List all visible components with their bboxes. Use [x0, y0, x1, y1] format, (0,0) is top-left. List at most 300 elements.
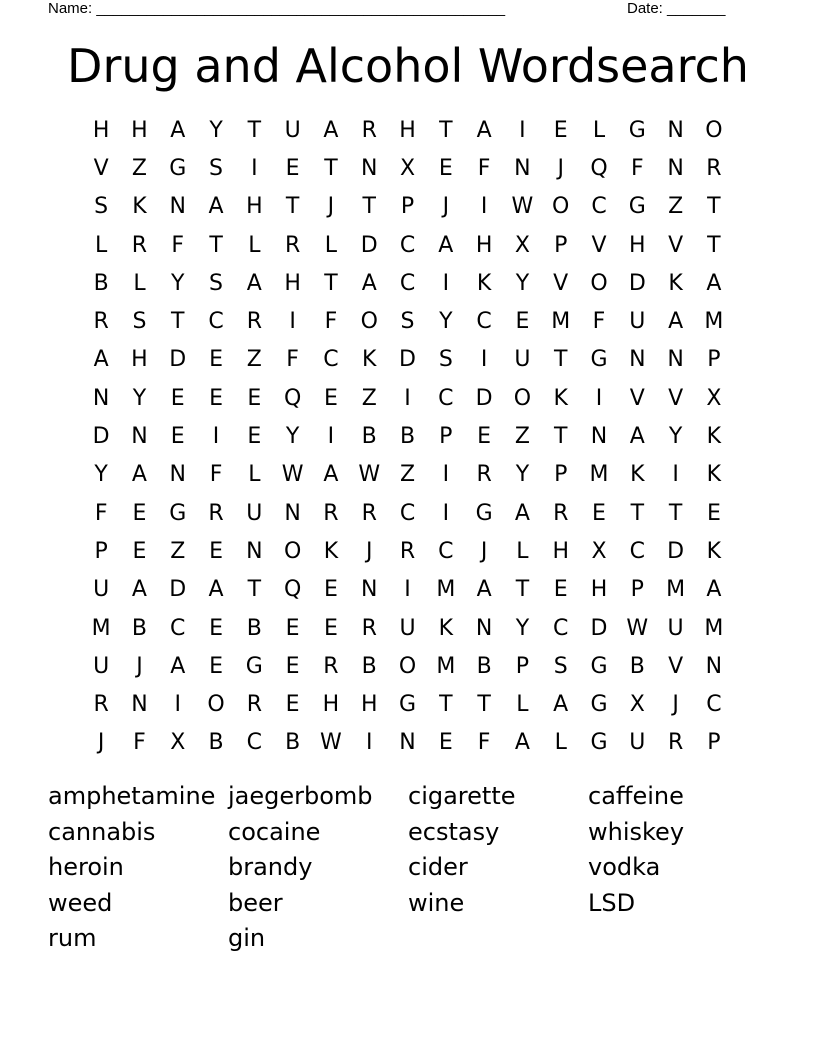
grid-letter[interactable]: U [284, 117, 301, 143]
grid-letter[interactable]: C [399, 232, 416, 258]
grid-letter[interactable]: E [438, 155, 453, 181]
grid-letter[interactable]: T [171, 309, 185, 335]
grid-letter[interactable]: D [169, 347, 187, 373]
grid-letter[interactable]: E [209, 538, 223, 564]
grid-letter[interactable]: Z [399, 462, 416, 488]
grid-letter[interactable]: A [629, 424, 645, 450]
grid-letter[interactable]: E [209, 615, 223, 641]
grid-letter[interactable]: A [208, 577, 224, 603]
grid-letter[interactable]: A [438, 232, 454, 258]
grid-letter[interactable]: E [706, 500, 721, 526]
grid-letter[interactable]: O [552, 194, 570, 220]
grid-letter[interactable]: C [323, 347, 339, 373]
grid-letter[interactable]: I [404, 577, 411, 603]
grid-letter[interactable]: I [672, 462, 679, 488]
grid-letter[interactable]: U [629, 730, 646, 756]
grid-letter[interactable]: K [553, 385, 568, 411]
grid-letter[interactable]: B [399, 424, 416, 450]
grid-letter[interactable]: L [554, 730, 567, 756]
grid-letter[interactable]: I [595, 385, 603, 411]
grid-letter[interactable]: A [476, 577, 492, 603]
grid-letter[interactable]: R [553, 500, 569, 526]
grid-letter[interactable]: Y [439, 309, 453, 335]
name-field-line[interactable]: Name: _________________________________________________ [48, 0, 506, 17]
grid-letter[interactable]: J [97, 730, 105, 756]
grid-letter[interactable]: E [132, 500, 147, 526]
grid-letter[interactable]: J [136, 653, 143, 679]
grid-letter[interactable]: L [324, 232, 338, 258]
grid-letter[interactable]: J [672, 692, 679, 718]
grid-letter[interactable]: N [399, 730, 416, 756]
grid-letter[interactable]: N [360, 155, 378, 181]
grid-letter[interactable]: V [668, 385, 684, 411]
grid-letter[interactable]: E [170, 385, 185, 411]
grid-letter[interactable]: E [209, 385, 223, 411]
grid-letter[interactable]: D [667, 538, 685, 564]
grid-letter[interactable]: K [706, 424, 722, 450]
grid-letter[interactable]: T [630, 500, 645, 526]
grid-letter[interactable]: Y [171, 270, 185, 296]
grid-letter[interactable]: H [360, 692, 378, 718]
grid-letter[interactable]: C [438, 385, 454, 411]
grid-letter[interactable]: G [169, 500, 187, 526]
grid-letter[interactable]: A [131, 462, 147, 488]
grid-letter[interactable]: H [131, 347, 148, 373]
grid-letter[interactable]: N [590, 424, 608, 450]
grid-letter[interactable]: T [285, 194, 300, 220]
grid-letter[interactable]: R [361, 500, 377, 526]
grid-letter[interactable]: R [208, 500, 224, 526]
grid-letter[interactable]: N [169, 462, 186, 488]
grid-letter[interactable]: G [245, 653, 263, 679]
grid-letter[interactable]: U [246, 500, 263, 526]
grid-letter[interactable]: H [399, 117, 416, 143]
grid-letter[interactable]: E [477, 424, 492, 450]
grid-letter[interactable]: D [360, 232, 378, 258]
grid-letter[interactable]: N [667, 155, 684, 181]
grid-letter[interactable]: D [628, 270, 646, 296]
grid-letter[interactable]: K [132, 194, 147, 220]
grid-letter[interactable]: B [285, 730, 301, 756]
grid-letter[interactable]: E [285, 692, 300, 718]
grid-letter[interactable]: W [626, 615, 649, 641]
grid-letter[interactable]: H [92, 117, 110, 143]
grid-letter[interactable]: S [94, 194, 109, 220]
grid-letter[interactable]: G [590, 730, 608, 756]
grid-letter[interactable]: P [630, 577, 644, 603]
grid-letter[interactable]: A [361, 270, 377, 296]
grid-letter[interactable]: R [361, 117, 377, 143]
grid-letter[interactable]: J [365, 538, 373, 564]
grid-letter[interactable]: V [668, 232, 684, 258]
grid-letter[interactable]: H [284, 270, 301, 296]
grid-letter[interactable]: E [209, 347, 223, 373]
grid-letter[interactable]: R [93, 692, 109, 718]
grid-letter[interactable]: F [630, 155, 644, 181]
grid-letter[interactable]: D [169, 577, 187, 603]
grid-letter[interactable]: G [590, 653, 608, 679]
grid-letter[interactable]: Z [361, 385, 377, 411]
grid-letter[interactable]: P [94, 538, 108, 564]
grid-letter[interactable]: P [707, 730, 721, 756]
grid-letter[interactable]: B [629, 653, 645, 679]
grid-letter[interactable]: S [132, 309, 147, 335]
grid-letter[interactable]: B [131, 615, 147, 641]
grid-letter[interactable]: E [323, 385, 338, 411]
grid-letter[interactable]: S [438, 347, 453, 373]
grid-letter[interactable]: Y [94, 462, 108, 488]
grid-letter[interactable]: X [706, 385, 722, 411]
grid-letter[interactable]: C [706, 692, 722, 718]
grid-letter[interactable]: N [667, 347, 684, 373]
grid-letter[interactable]: T [707, 232, 721, 258]
grid-letter[interactable]: C [246, 730, 263, 756]
grid-letter[interactable]: T [209, 232, 223, 258]
grid-letter[interactable]: L [516, 538, 529, 564]
grid-letter[interactable]: Y [132, 385, 147, 411]
grid-letter[interactable]: U [514, 347, 531, 373]
grid-letter[interactable]: C [399, 500, 416, 526]
grid-letter[interactable]: L [592, 117, 606, 143]
grid-letter[interactable]: R [323, 653, 339, 679]
grid-letter[interactable]: K [706, 538, 722, 564]
grid-letter[interactable]: M [436, 577, 456, 603]
grid-letter[interactable]: C [591, 194, 607, 220]
grid-letter[interactable]: O [360, 309, 378, 335]
grid-letter[interactable]: A [246, 270, 262, 296]
grid-letter[interactable]: T [247, 577, 262, 603]
grid-letter[interactable]: K [438, 615, 454, 641]
grid-letter[interactable]: M [704, 309, 724, 335]
grid-letter[interactable]: R [323, 500, 339, 526]
grid-letter[interactable]: E [592, 500, 606, 526]
grid-letter[interactable]: Q [283, 577, 302, 603]
grid-letter[interactable]: F [133, 730, 146, 756]
grid-letter[interactable]: H [552, 538, 569, 564]
grid-letter[interactable]: V [553, 270, 569, 296]
grid-letter[interactable]: R [361, 615, 377, 641]
grid-letter[interactable]: H [629, 232, 646, 258]
grid-letter[interactable]: U [93, 577, 110, 603]
grid-letter[interactable]: B [361, 424, 377, 450]
grid-letter[interactable]: E [323, 615, 338, 641]
grid-letter[interactable]: J [327, 194, 335, 220]
word-list-item: wine [408, 888, 465, 917]
grid-letter[interactable]: T [553, 347, 568, 373]
grid-letter[interactable]: K [630, 462, 645, 488]
grid-letter[interactable]: I [442, 500, 450, 526]
grid-letter[interactable]: L [248, 232, 261, 258]
word-list-item: rum [48, 924, 97, 953]
word-list-item: heroin [48, 853, 124, 882]
grid-letter[interactable]: H [131, 117, 148, 143]
grid-letter[interactable]: K [323, 538, 339, 564]
grid-letter[interactable]: R [399, 538, 416, 564]
grid-letter[interactable]: A [514, 500, 530, 526]
grid-letter[interactable]: I [519, 117, 526, 143]
grid-letter[interactable]: G [628, 194, 646, 220]
grid-letter[interactable]: R [667, 730, 684, 756]
grid-letter[interactable]: A [208, 194, 224, 220]
grid-letter[interactable]: D [92, 424, 110, 450]
grid-letter[interactable]: Z [131, 155, 147, 181]
grid-letter[interactable]: H [322, 692, 340, 718]
grid-letter[interactable]: Y [209, 117, 223, 143]
grid-letter[interactable]: K [668, 270, 683, 296]
word-list-item: vodka [588, 853, 661, 882]
grid-letter[interactable]: F [592, 309, 606, 335]
grid-letter[interactable]: S [553, 653, 568, 679]
grid-letter[interactable]: A [706, 577, 722, 603]
grid-letter[interactable]: T [707, 194, 721, 220]
grid-letter[interactable]: R [246, 309, 262, 335]
grid-letter[interactable]: G [398, 692, 417, 718]
grid-letter[interactable]: E [285, 653, 300, 679]
grid-letter[interactable]: N [667, 117, 684, 143]
grid-letter[interactable]: O [590, 270, 608, 296]
word-list-item: beer [228, 888, 283, 917]
grid-letter[interactable]: B [476, 653, 492, 679]
grid-letter[interactable]: A [553, 692, 569, 718]
grid-letter[interactable]: R [476, 462, 492, 488]
grid-letter[interactable]: I [327, 424, 335, 450]
word-list-item: jaegerbomb [228, 782, 373, 810]
grid-letter[interactable]: T [477, 692, 491, 718]
grid-letter[interactable]: F [477, 155, 491, 181]
grid-letter[interactable]: S [400, 309, 415, 335]
grid-letter[interactable]: T [668, 500, 683, 526]
grid-letter[interactable]: A [323, 117, 339, 143]
grid-letter[interactable]: Q [590, 155, 608, 181]
grid-letter[interactable]: Y [285, 424, 300, 450]
grid-letter[interactable]: I [289, 309, 296, 335]
grid-letter[interactable]: W [511, 194, 534, 220]
grid-letter[interactable]: X [591, 538, 607, 564]
word-list-item: brandy [228, 853, 313, 882]
grid-letter[interactable]: T [439, 117, 453, 143]
grid-letter[interactable]: B [361, 653, 377, 679]
grid-letter[interactable]: P [400, 194, 415, 220]
grid-letter[interactable]: Z [170, 538, 186, 564]
grid-letter[interactable]: I [442, 462, 450, 488]
grid-letter[interactable]: U [399, 615, 416, 641]
grid-letter[interactable]: O [705, 117, 723, 143]
grid-letter[interactable]: D [399, 347, 416, 373]
grid-letter[interactable]: R [93, 309, 109, 335]
grid-letter[interactable]: I [404, 385, 411, 411]
grid-letter[interactable]: M [91, 615, 111, 641]
grid-letter[interactable]: C [438, 538, 454, 564]
grid-letter[interactable]: S [209, 155, 224, 181]
grid-letter[interactable]: A [131, 577, 147, 603]
grid-letter[interactable]: D [590, 615, 608, 641]
grid-letter[interactable]: K [476, 270, 492, 296]
grid-letter[interactable]: P [515, 653, 530, 679]
grid-letter[interactable]: S [209, 270, 224, 296]
grid-letter[interactable]: T [439, 692, 453, 718]
grid-letter[interactable]: F [209, 462, 223, 488]
grid-letter[interactable]: W [281, 462, 304, 488]
grid-letter[interactable]: E [438, 730, 453, 756]
grid-letter[interactable]: E [132, 538, 147, 564]
grid-letter[interactable]: O [398, 653, 417, 679]
grid-letter[interactable]: E [285, 615, 300, 641]
grid-letter[interactable]: Z [514, 424, 530, 450]
page-title: Drug and Alcohol Wordsearch [67, 39, 749, 93]
grid-letter[interactable]: V [591, 232, 607, 258]
grid-letter[interactable]: A [668, 309, 684, 335]
grid-letter[interactable]: H [590, 577, 608, 603]
grid-letter[interactable]: C [476, 309, 492, 335]
grid-letter[interactable]: C [399, 270, 416, 296]
grid-letter[interactable]: P [554, 232, 568, 258]
grid-letter[interactable]: M [589, 462, 609, 488]
grid-letter[interactable]: O [283, 538, 302, 564]
grid-letter[interactable]: A [93, 347, 109, 373]
grid-letter[interactable]: N [514, 155, 531, 181]
grid-letter[interactable]: T [515, 577, 530, 603]
grid-letter[interactable]: U [667, 615, 684, 641]
word-list-item: whiskey [588, 817, 685, 846]
grid-letter[interactable]: H [475, 232, 493, 258]
grid-letter[interactable]: W [320, 730, 342, 756]
grid-letter[interactable]: K [706, 462, 722, 488]
grid-letter[interactable]: J [557, 155, 564, 181]
grid-letter[interactable]: V [629, 385, 645, 411]
grid-letter[interactable]: I [251, 155, 258, 181]
grid-letter[interactable]: M [704, 615, 724, 641]
grid-letter[interactable]: F [477, 730, 491, 756]
grid-letter[interactable]: T [247, 117, 262, 143]
grid-letter[interactable]: N [629, 347, 646, 373]
grid-letter[interactable]: T [553, 424, 568, 450]
grid-letter[interactable]: L [95, 232, 108, 258]
grid-letter[interactable]: C [629, 538, 645, 564]
grid-letter[interactable]: A [170, 653, 186, 679]
grid-letter[interactable]: N [131, 692, 148, 718]
grid-letter[interactable]: E [170, 424, 185, 450]
grid-letter[interactable]: Z [668, 194, 684, 220]
date-field-line[interactable]: Date: _______ [627, 0, 726, 17]
grid-letter[interactable]: E [285, 155, 300, 181]
grid-letter[interactable]: C [170, 615, 186, 641]
grid-letter[interactable]: G [590, 692, 608, 718]
grid-letter[interactable]: Z [246, 347, 262, 373]
grid-letter[interactable]: U [629, 309, 646, 335]
grid-letter[interactable]: N [169, 194, 186, 220]
grid-letter[interactable]: B [208, 730, 224, 756]
grid-letter[interactable]: N [131, 424, 148, 450]
grid-letter[interactable]: P [554, 462, 568, 488]
grid-letter[interactable]: X [170, 730, 186, 756]
grid-letter[interactable]: F [324, 309, 338, 335]
grid-letter[interactable]: E [515, 309, 530, 335]
grid-letter[interactable]: G [475, 500, 493, 526]
grid-letter[interactable]: P [439, 424, 453, 450]
grid-letter[interactable]: G [169, 155, 187, 181]
grid-letter[interactable]: M [666, 577, 686, 603]
grid-letter[interactable]: L [248, 462, 261, 488]
grid-letter[interactable]: E [209, 653, 223, 679]
grid-letter[interactable]: L [133, 270, 146, 296]
grid-letter[interactable]: R [246, 692, 262, 718]
grid-letter[interactable]: D [475, 385, 493, 411]
grid-letter[interactable]: T [324, 155, 338, 181]
grid-letter[interactable]: I [480, 347, 488, 373]
grid-letter[interactable]: V [93, 155, 109, 181]
grid-letter[interactable]: Y [515, 462, 530, 488]
grid-letter[interactable]: F [171, 232, 185, 258]
grid-letter[interactable]: A [514, 730, 530, 756]
grid-letter[interactable]: N [360, 577, 378, 603]
grid-letter[interactable]: T [362, 194, 376, 220]
grid-letter[interactable]: X [514, 232, 530, 258]
grid-letter[interactable]: R [284, 232, 301, 258]
grid-letter[interactable]: V [668, 653, 684, 679]
grid-letter[interactable]: R [131, 232, 148, 258]
grid-letter[interactable]: L [516, 692, 529, 718]
grid-letter[interactable]: E [323, 577, 338, 603]
grid-letter[interactable]: C [553, 615, 569, 641]
grid-letter[interactable]: A [170, 117, 186, 143]
grid-letter[interactable]: H [246, 194, 263, 220]
grid-letter[interactable]: J [480, 538, 488, 564]
grid-letter[interactable]: Q [283, 385, 302, 411]
grid-letter[interactable]: I [365, 730, 373, 756]
grid-letter[interactable]: I [212, 424, 220, 450]
grid-letter[interactable]: I [174, 692, 181, 718]
grid-letter[interactable]: M [436, 653, 456, 679]
grid-letter[interactable]: F [286, 347, 299, 373]
grid-letter[interactable]: J [442, 194, 450, 220]
grid-letter[interactable]: Y [668, 424, 683, 450]
grid-letter[interactable]: Y [515, 615, 530, 641]
grid-letter[interactable]: G [628, 117, 646, 143]
grid-letter[interactable]: N [475, 615, 493, 641]
grid-letter[interactable]: E [247, 424, 262, 450]
grid-letter[interactable]: O [513, 385, 532, 411]
grid-letter[interactable]: M [551, 309, 571, 335]
grid-letter[interactable]: U [93, 653, 110, 679]
grid-letter[interactable]: N [92, 385, 110, 411]
grid-letter[interactable]: F [94, 500, 108, 526]
grid-letter[interactable]: W [358, 462, 381, 488]
grid-letter[interactable]: N [246, 538, 263, 564]
grid-letter[interactable]: R [706, 155, 722, 181]
grid-letter[interactable]: G [590, 347, 608, 373]
grid-letter[interactable]: N [284, 500, 301, 526]
grid-letter[interactable]: A [323, 462, 339, 488]
grid-letter[interactable]: B [93, 270, 109, 296]
grid-letter[interactable]: N [705, 653, 723, 679]
grid-letter[interactable]: E [247, 385, 262, 411]
grid-letter[interactable]: T [324, 270, 338, 296]
grid-letter[interactable]: X [399, 155, 416, 181]
grid-letter[interactable]: O [207, 692, 225, 718]
grid-letter[interactable]: E [553, 577, 568, 603]
grid-letter[interactable]: B [246, 615, 262, 641]
grid-letter[interactable]: A [476, 117, 492, 143]
grid-letter[interactable]: P [707, 347, 721, 373]
grid-letter[interactable]: Y [515, 270, 530, 296]
grid-letter[interactable]: I [480, 194, 488, 220]
grid-letter[interactable]: X [629, 692, 645, 718]
grid-letter[interactable]: A [706, 270, 722, 296]
grid-letter[interactable]: E [553, 117, 568, 143]
grid-letter[interactable]: C [208, 309, 224, 335]
grid-letter[interactable]: K [362, 347, 377, 373]
grid-letter[interactable]: I [442, 270, 450, 296]
